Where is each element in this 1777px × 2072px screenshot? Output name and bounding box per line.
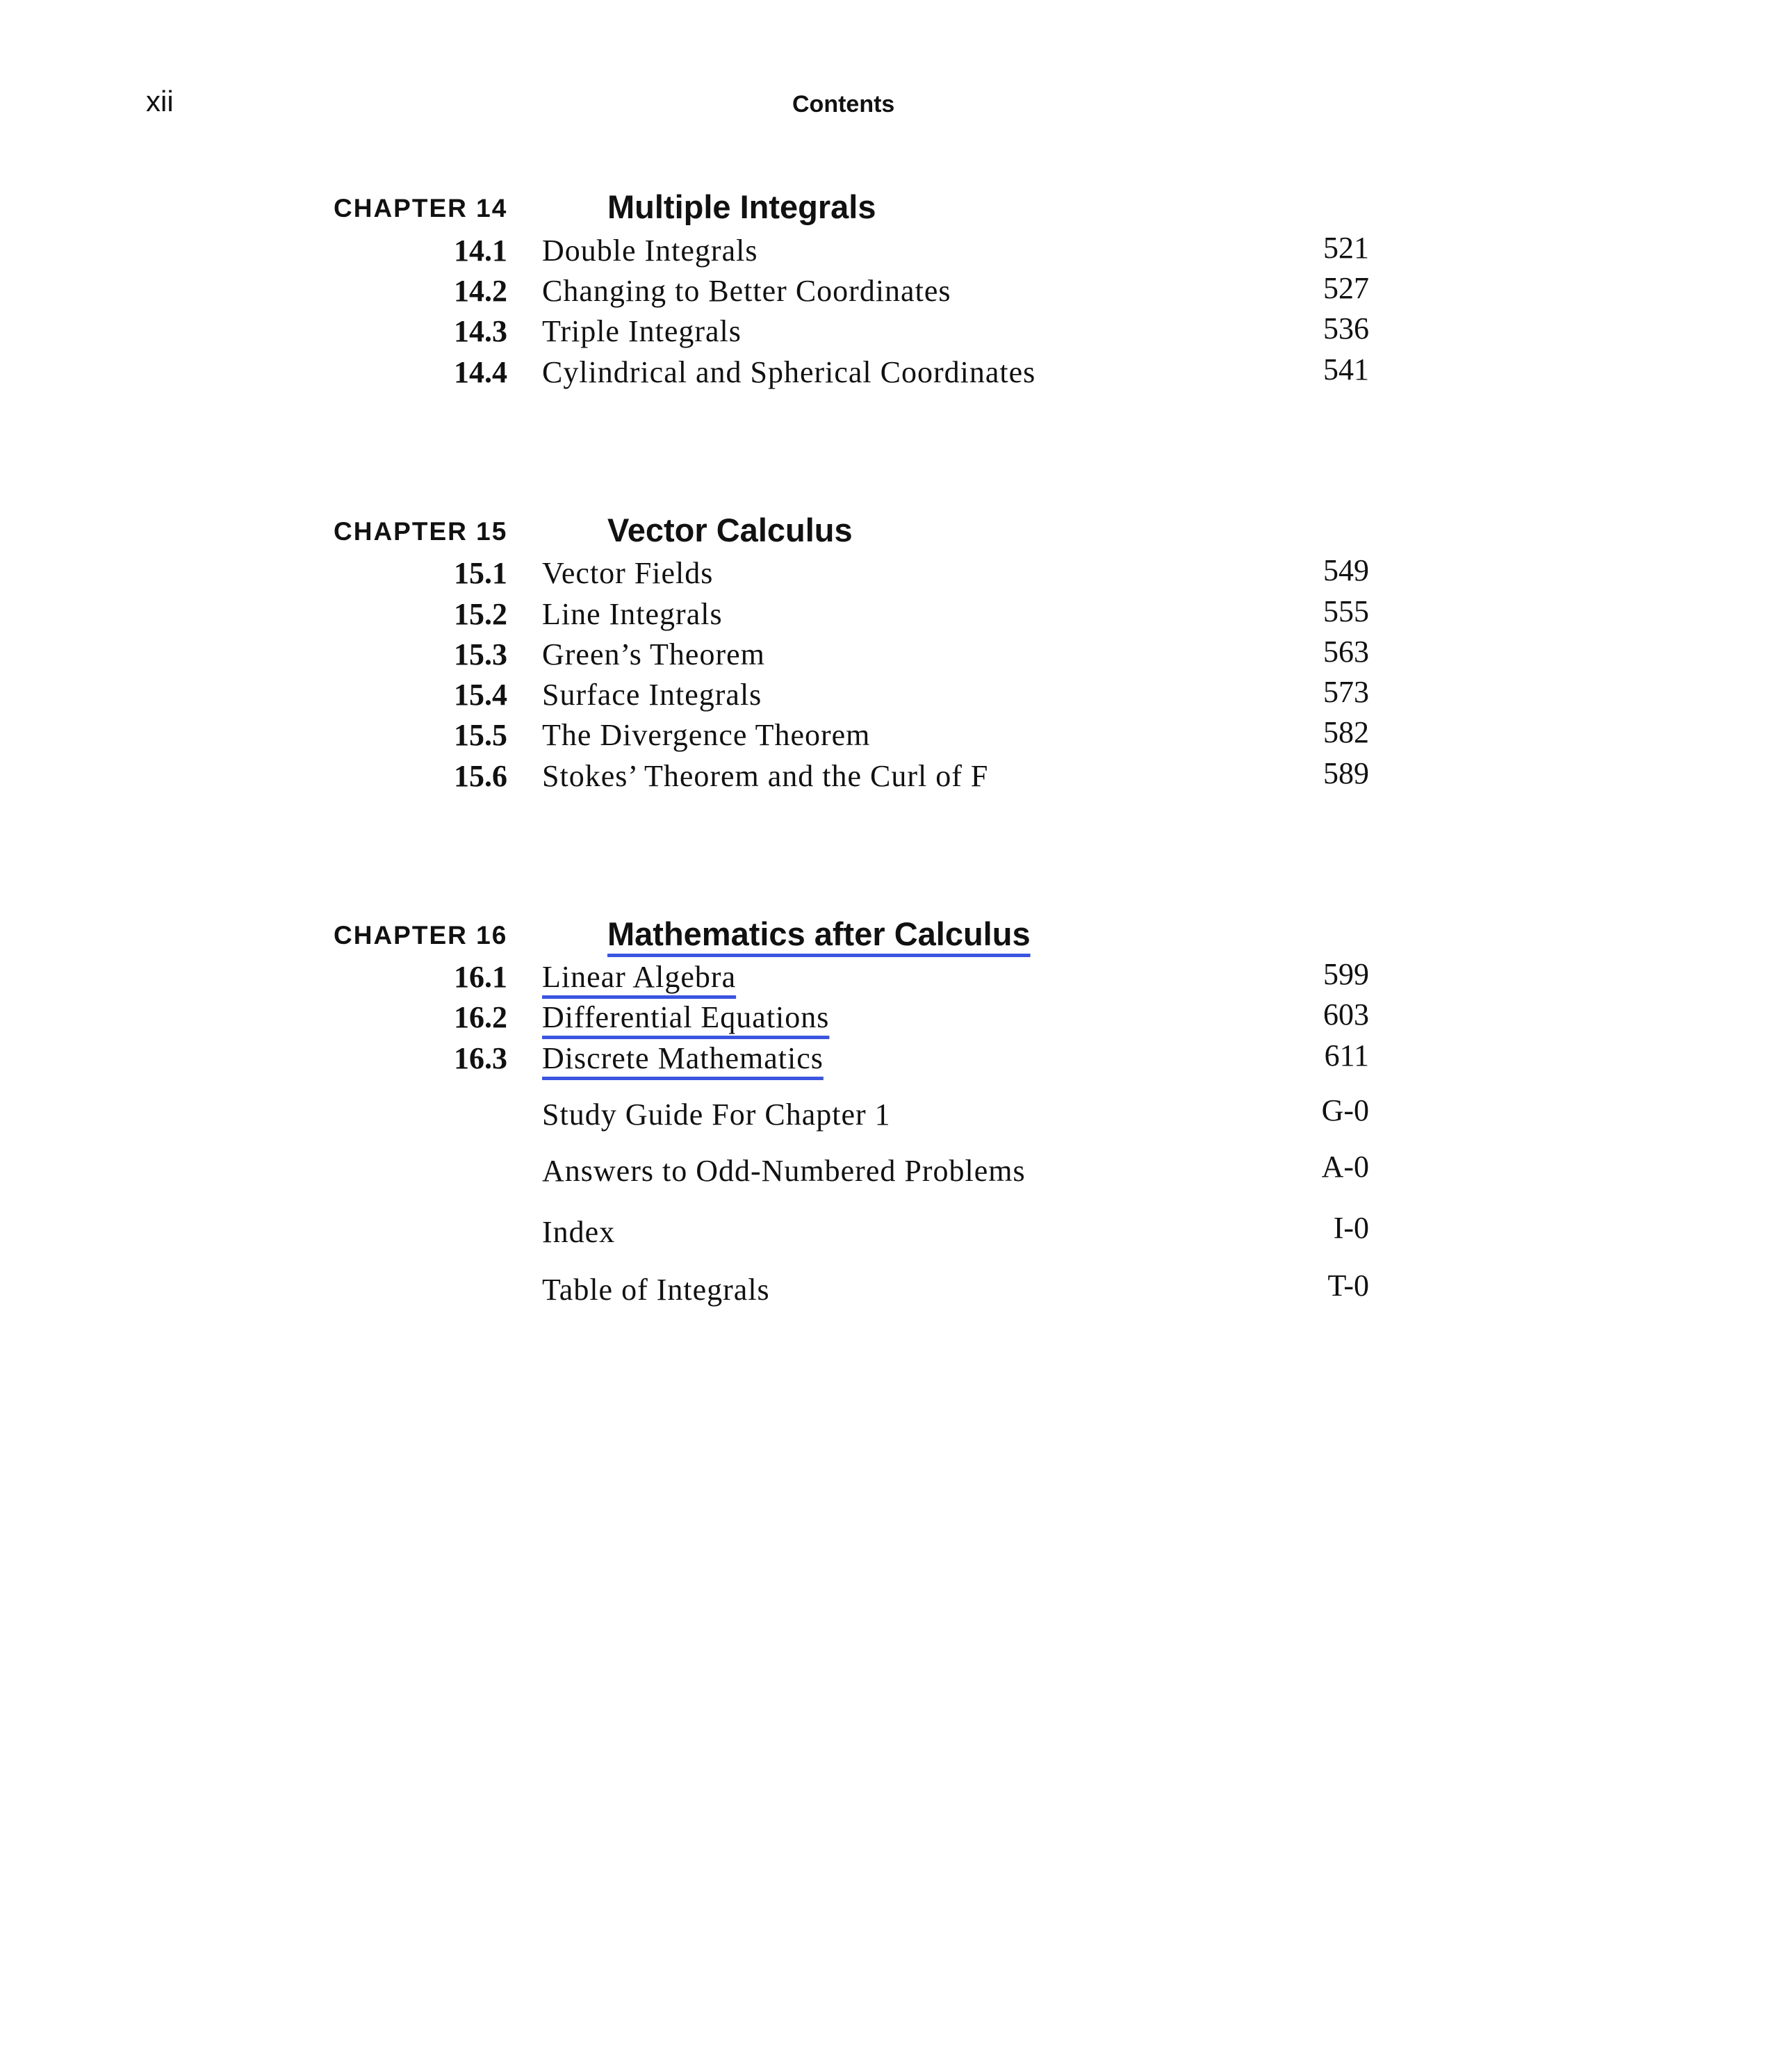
section-page: 589 — [1323, 756, 1369, 790]
section-page: 563 — [1323, 635, 1369, 669]
section-number: 15.3 — [454, 637, 507, 671]
section-title[interactable]: Differential Equations — [542, 1000, 830, 1034]
back-matter-page: G-0 — [1321, 1093, 1369, 1127]
section-number: 14.4 — [454, 355, 507, 389]
section-number: 14.1 — [454, 234, 507, 268]
section-page: 521 — [1323, 231, 1369, 265]
section-title: Changing to Better Coordinates — [542, 274, 951, 308]
back-matter-title: Index — [542, 1215, 616, 1249]
back-matter-page: I-0 — [1333, 1211, 1369, 1245]
chapter-label: CHAPTER 16 — [334, 921, 508, 949]
chapter-title: Vector Calculus — [607, 512, 853, 548]
section-title: Surface Integrals — [542, 678, 762, 712]
section-page: 541 — [1323, 352, 1369, 386]
section-title: Double Integrals — [542, 234, 758, 268]
section-title: Line Integrals — [542, 597, 723, 631]
section-page: 599 — [1323, 957, 1369, 991]
section-number: 15.4 — [454, 678, 507, 712]
section-number: 14.2 — [454, 274, 507, 308]
section-title[interactable]: Discrete Mathematics — [542, 1041, 824, 1075]
section-page: 573 — [1323, 675, 1369, 709]
section-number: 16.3 — [454, 1041, 507, 1075]
back-matter-title: Answers to Odd-Numbered Problems — [542, 1154, 1026, 1188]
section-number: 16.1 — [454, 960, 507, 994]
section-page: 603 — [1323, 997, 1369, 1031]
page-number: xii — [146, 85, 174, 117]
section-title: Stokes’ Theorem and the Curl of F — [542, 759, 989, 793]
section-number: 15.1 — [454, 556, 507, 590]
section-number: 15.6 — [454, 759, 507, 793]
section-title: Cylindrical and Spherical Coordinates — [542, 355, 1036, 389]
running-title: Contents — [792, 91, 895, 117]
section-title: The Divergence Theorem — [542, 718, 871, 752]
chapter-title[interactable]: Mathematics after Calculus — [607, 915, 1031, 952]
section-title: Triple Integrals — [542, 314, 742, 348]
chapter-label: CHAPTER 15 — [334, 517, 508, 546]
section-page: 527 — [1323, 271, 1369, 305]
section-page: 555 — [1323, 594, 1369, 628]
back-matter-page: A-0 — [1321, 1150, 1369, 1184]
section-title[interactable]: Linear Algebra — [542, 960, 737, 994]
section-number: 14.3 — [454, 314, 507, 348]
chapter-label: CHAPTER 14 — [334, 194, 508, 222]
back-matter-title: Table of Integrals — [542, 1273, 770, 1307]
back-matter-page: T-0 — [1327, 1269, 1369, 1303]
section-page: 611 — [1324, 1038, 1369, 1072]
section-title: Green’s Theorem — [542, 637, 765, 671]
section-page: 549 — [1323, 553, 1369, 587]
section-number: 15.5 — [454, 718, 507, 752]
back-matter-title: Study Guide For Chapter 1 — [542, 1098, 891, 1132]
section-page: 582 — [1323, 715, 1369, 749]
section-page: 536 — [1323, 311, 1369, 345]
chapter-title: Multiple Integrals — [607, 188, 876, 225]
section-title: Vector Fields — [542, 556, 714, 590]
section-number: 16.2 — [454, 1000, 507, 1034]
section-number: 15.2 — [454, 597, 507, 631]
